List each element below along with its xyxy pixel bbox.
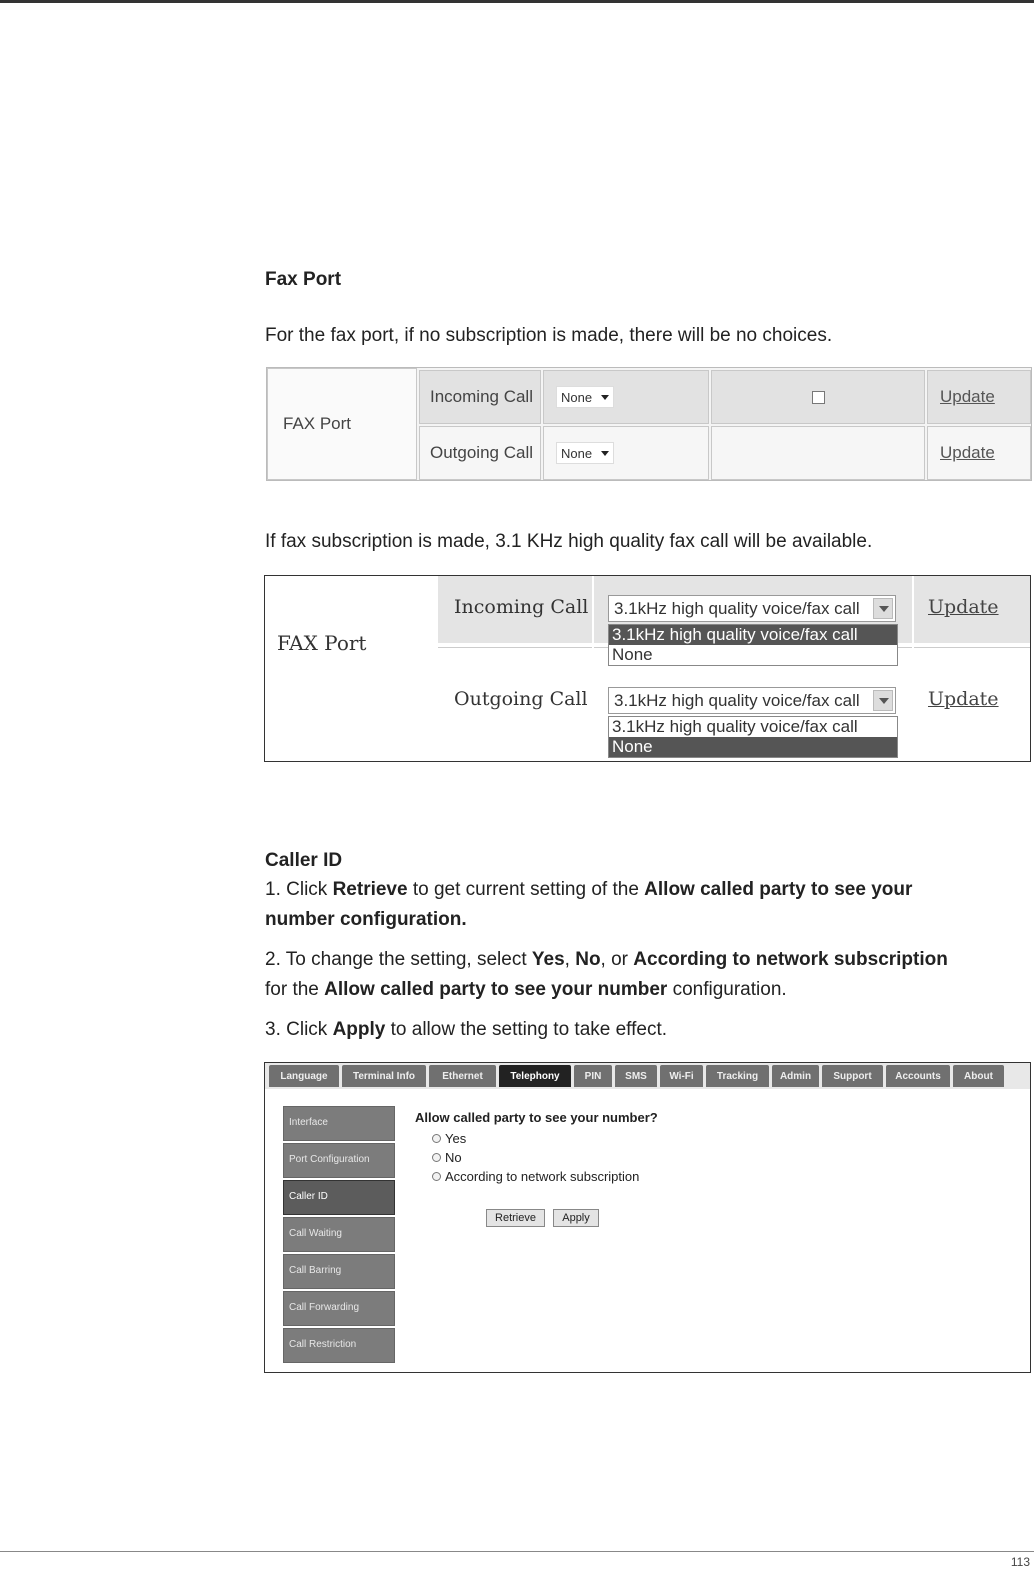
tab-terminal-info[interactable]: Terminal Info [342,1065,426,1087]
footer-rule [0,1551,1034,1552]
top-rule [0,0,1034,3]
tab-admin[interactable]: Admin [772,1065,819,1087]
text-run: 3. Click [265,1019,333,1040]
text-run: , or [600,949,634,970]
text-run: to allow the setting to take effect. [385,1019,668,1040]
incoming-call-select[interactable] [608,595,896,622]
radio-label: No [445,1150,462,1165]
text-run: for the [265,979,325,1000]
incoming-update-cell [927,370,1031,424]
incoming-checkbox-cell [711,370,925,424]
radio-option-no[interactable] [432,1150,462,1165]
outgoing-call-cell [543,426,709,480]
caller-step-2 [265,945,1025,1005]
yes-keyword: Yes [531,949,565,970]
retrieve-button[interactable]: Retrieve [486,1209,545,1227]
radio-icon[interactable] [432,1134,441,1143]
outgoing-empty-cell [711,426,925,480]
tab-telephony[interactable]: Telephony [499,1065,571,1087]
outgoing-call-label: Outgoing Call [419,426,541,480]
incoming-call-select-value: None [561,389,593,405]
retrieve-keyword: Retrieve [332,879,408,900]
sidebar-item-port-configuration[interactable]: Port Configuration [283,1143,395,1178]
fax-port-label: FAX Port [277,631,367,655]
radio-label: Yes [445,1131,467,1146]
radio-label: According to network subscription [445,1169,640,1184]
radio-option-yes[interactable] [432,1131,466,1146]
radio-icon[interactable] [432,1172,441,1181]
sidebar-item-interface[interactable]: Interface [283,1106,395,1141]
incoming-update-link[interactable]: Update [940,387,995,406]
fax-port-screenshot-subscribed [264,575,1031,762]
caller-id-question: Allow called party to see your number? [415,1110,658,1125]
sidebar-nav [283,1106,395,1365]
incoming-call-label: Incoming Call [454,596,589,618]
outgoing-update-link[interactable]: Update [928,688,999,710]
tab-tracking[interactable]: Tracking [706,1065,769,1087]
tab-sms[interactable]: SMS [615,1065,657,1087]
setting-name-keyword: Allow called party to see your [644,879,913,900]
text-run: to get current setting of the [407,879,645,900]
outgoing-update-cell [927,426,1031,480]
setting-name-keyword: Allow called party to see your number [324,979,668,1000]
text-run: configuration. [667,979,787,1000]
incoming-call-label: Incoming Call [419,370,541,424]
fax-intro-text: For the fax port, if no subscription is made, there will be no choices. [265,325,833,346]
fax-after-text: If fax subscription is made, 3.1 KHz high quality fax call will be available. [265,531,873,552]
dropdown-arrow-icon [601,395,609,400]
outgoing-call-select[interactable] [556,442,614,464]
sidebar-item-call-barring[interactable]: Call Barring [283,1254,395,1289]
incoming-option-none[interactable]: None [612,645,653,664]
caller-step-1 [265,875,1025,935]
tab-wifi[interactable]: Wi-Fi [660,1065,703,1087]
caller-id-screenshot [264,1062,1031,1373]
top-tab-bar [265,1063,1030,1089]
tab-ethernet[interactable]: Ethernet [429,1065,496,1087]
outgoing-option-none[interactable]: None [609,737,897,757]
fax-port-label: FAX Port [267,368,417,480]
apply-keyword: Apply [332,1019,386,1040]
section-title-fax-port: Fax Port [265,269,342,290]
incoming-dropdown-list [608,624,898,666]
outgoing-option-highquality[interactable]: 3.1kHz high quality voice/fax call [612,717,858,736]
sidebar-item-caller-id[interactable]: Caller ID [283,1180,395,1215]
outgoing-call-select-value: None [561,445,593,461]
dropdown-arrow-icon[interactable] [873,598,893,619]
no-keyword: No [575,949,601,970]
sidebar-item-call-restriction[interactable]: Call Restriction [283,1328,395,1363]
text-run: 2. To change the setting, select [265,949,532,970]
text-run: , [564,949,576,970]
column-divider [592,576,594,736]
network-keyword: According to network subscription [633,949,948,970]
outgoing-update-link[interactable]: Update [940,443,995,462]
incoming-update-link[interactable]: Update [928,596,999,618]
dropdown-arrow-icon [601,451,609,456]
section-title-caller-id: Caller ID [265,850,343,871]
tab-pin[interactable]: PIN [574,1065,612,1087]
column-divider [912,576,914,736]
radio-icon[interactable] [432,1153,441,1162]
setting-name-keyword: number configuration. [265,909,467,930]
outgoing-call-select[interactable] [608,687,896,714]
apply-button[interactable]: Apply [553,1209,599,1227]
text-run: 1. Click [265,879,333,900]
sidebar-item-call-forwarding[interactable]: Call Forwarding [283,1291,395,1326]
caller-step-3 [265,1015,667,1045]
outgoing-call-select-value: 3.1kHz high quality voice/fax call [614,690,860,710]
tab-accounts[interactable]: Accounts [886,1065,950,1087]
fax-port-screenshot-basic [266,367,1032,481]
outgoing-dropdown-list [608,716,898,758]
incoming-call-select[interactable] [556,386,614,408]
incoming-call-select-value: 3.1kHz high quality voice/fax call [614,598,860,618]
page-number: 113 [1010,1555,1030,1569]
dropdown-arrow-icon[interactable] [873,690,893,711]
tab-support[interactable]: Support [822,1065,883,1087]
incoming-call-cell [543,370,709,424]
incoming-checkbox[interactable] [812,391,825,404]
tab-language[interactable]: Language [269,1065,339,1087]
sidebar-item-call-waiting[interactable]: Call Waiting [283,1217,395,1252]
tab-about[interactable]: About [953,1065,1004,1087]
incoming-option-highquality[interactable]: 3.1kHz high quality voice/fax call [609,625,897,645]
radio-option-network[interactable] [432,1169,639,1184]
outgoing-call-label: Outgoing Call [454,688,588,710]
